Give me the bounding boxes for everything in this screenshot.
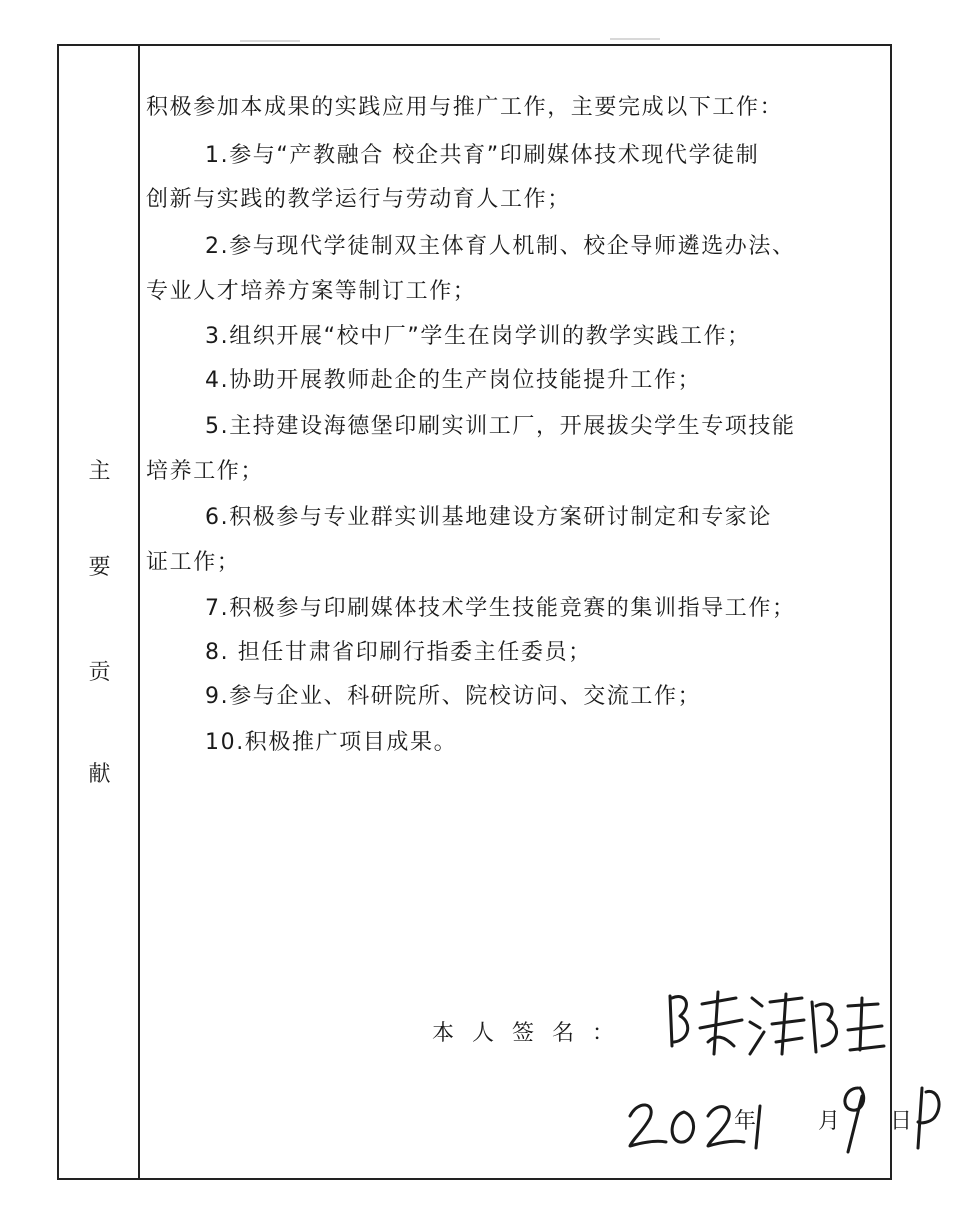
content-line: 培养工作； [146, 459, 265, 484]
content-line: 证工作； [146, 550, 241, 575]
content-line: 创新与实践的教学运行与劳动育人工作； [146, 187, 571, 212]
content-line: 2.参与现代学徒制双主体育人机制、校企导师遴选办法、 [205, 234, 796, 259]
content-line: 3.组织开展“校中厂”学生在岗学训的教学实践工作； [205, 324, 751, 349]
contribution-form-table [57, 44, 913, 1180]
content-line: 7.积极参与印刷媒体技术学生技能竞赛的集训指导工作； [205, 596, 796, 621]
label-char-2: 要 [88, 555, 111, 580]
content-line: 5.主持建设海德堡印刷实训工厂，开展拔尖学生专项技能 [205, 414, 796, 439]
label-column [59, 46, 140, 1178]
scan-mark-top [240, 40, 300, 42]
content-line: 专业人才培养方案等制订工作； [146, 279, 477, 304]
contribution-content [142, 46, 913, 1178]
content-line: 10.积极推广项目成果。 [205, 730, 458, 755]
content-line: 积极参加本成果的实践应用与推广工作，主要完成以下工作： [146, 95, 784, 120]
label-char-1: 主 [88, 459, 111, 484]
content-line: 9.参与企业、科研院所、院校访问、交流工作； [205, 684, 702, 709]
date-day-label: 日 [890, 1109, 913, 1134]
signature-label: 本人签名： [432, 1021, 633, 1046]
handwritten-signature [652, 984, 892, 1066]
label-char-4: 献 [88, 762, 111, 787]
scan-mark-top-right [610, 38, 660, 40]
content-line: 4.协助开展教师赴企的生产岗位技能提升工作； [205, 368, 702, 393]
date-year-label: 年 [734, 1109, 757, 1134]
content-line: 1.参与“产教融合 校企共育”印刷媒体技术现代学徒制 [205, 143, 760, 168]
label-char-3: 贡 [88, 660, 111, 685]
date-month-label: 月 [818, 1109, 841, 1134]
content-line: 6.积极参与专业群实训基地建设方案研讨制定和专家论 [205, 505, 772, 530]
content-line: 8. 担任甘肃省印刷行指委主任委员； [205, 640, 592, 665]
